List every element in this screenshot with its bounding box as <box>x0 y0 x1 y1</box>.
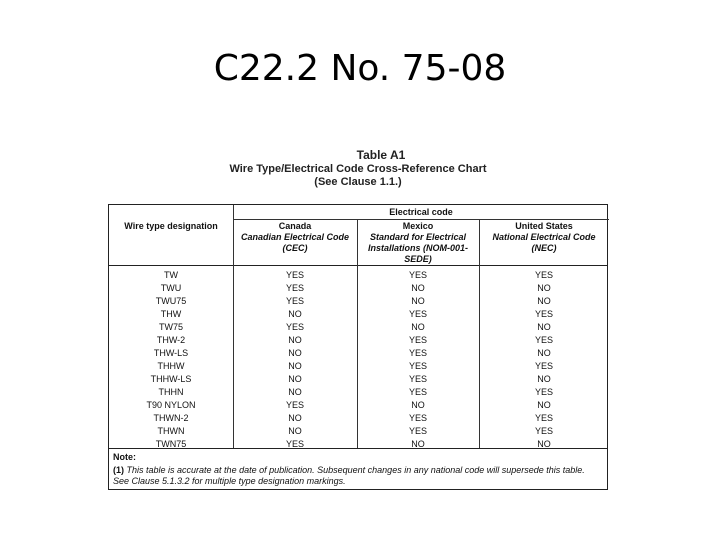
mexico-code: Standard for Electrical <box>369 232 467 242</box>
canada-cell: YES <box>285 270 304 280</box>
table-caption <box>108 148 608 188</box>
table-row <box>109 347 607 360</box>
note-body-text: This table is accurate at the date of publication. Subsequent changes in any national code will supersede this table. See Clause 5.1.3.2 for multiple type designation markings. <box>113 465 585 486</box>
wire-type-cell: TW75 <box>158 322 183 332</box>
table-row <box>109 386 607 399</box>
table-row <box>109 399 607 412</box>
wire-type-cell: TWU <box>160 283 182 293</box>
table-head <box>109 205 607 266</box>
usa-country: United States <box>515 221 573 231</box>
table-row <box>109 412 607 425</box>
canada-cell: NO <box>288 374 302 384</box>
usa-cell: YES <box>534 309 553 319</box>
electrical-code-header: Electrical code <box>389 207 453 217</box>
table-row <box>109 334 607 347</box>
wire-type-cell: THWN <box>157 426 185 436</box>
wire-type-cell: THWN-2 <box>153 413 189 423</box>
mexico-cell: NO <box>411 296 425 306</box>
table-row <box>109 360 607 373</box>
table-note <box>109 448 607 492</box>
wire-type-cell: TWU75 <box>155 296 187 306</box>
table-row <box>109 425 607 438</box>
mexico-abbr: SEDE) <box>404 254 432 264</box>
mexico-cell: NO <box>411 322 425 332</box>
usa-cell: YES <box>534 426 553 436</box>
wire-type-cell: TWN75 <box>155 439 187 449</box>
canada-cell: YES <box>285 322 304 332</box>
usa-cell: NO <box>537 296 551 306</box>
wire-type-cell: THHW <box>157 361 185 371</box>
usa-cell: NO <box>537 400 551 410</box>
mexico-cell: YES <box>408 270 427 280</box>
usa-cell: NO <box>537 439 551 449</box>
note-text <box>113 465 603 487</box>
canada-cell: NO <box>288 413 302 423</box>
wire-type-cell: THHN <box>158 387 184 397</box>
table-row <box>109 295 607 308</box>
cross-reference-table <box>108 204 608 490</box>
usa-cell: YES <box>534 387 553 397</box>
wire-type-column-header: Wire type designation <box>124 221 218 231</box>
usa-cell: NO <box>537 374 551 384</box>
table-row <box>109 269 607 282</box>
canada-cell: NO <box>288 361 302 371</box>
usa-column-header <box>479 221 609 254</box>
mexico-country: Mexico <box>402 221 434 231</box>
table-title: Wire Type/Electrical Code Cross-Reference Chart <box>229 163 487 175</box>
mexico-cell: NO <box>411 283 425 293</box>
mexico-cell: YES <box>408 335 427 345</box>
canada-cell: YES <box>285 283 304 293</box>
mexico-cell: YES <box>408 426 427 436</box>
slide-title: C22.2 No. 75-08 <box>213 48 507 89</box>
usa-cell: YES <box>534 413 553 423</box>
wire-type-cell: TW <box>164 270 178 280</box>
wire-type-cell: THHW-LS <box>150 374 192 384</box>
canada-country: Canada <box>278 221 312 231</box>
wire-type-cell: THW-LS <box>153 348 189 358</box>
mexico-cell: YES <box>408 387 427 397</box>
wire-type-cell: T90 NYLON <box>146 400 196 410</box>
usa-abbr: (NEC) <box>531 243 557 253</box>
table-row <box>109 373 607 386</box>
canada-cell: NO <box>288 348 302 358</box>
mexico-cell: YES <box>408 413 427 423</box>
note-number: (1) <box>113 465 124 475</box>
mexico-cell: YES <box>408 361 427 371</box>
canada-cell: NO <box>288 387 302 397</box>
canada-cell: YES <box>285 296 304 306</box>
canada-cell: NO <box>288 426 302 436</box>
usa-cell: YES <box>534 270 553 280</box>
wire-type-cell: THW <box>160 309 182 319</box>
usa-code: National Electrical Code <box>492 232 596 242</box>
mexico-code-2: Installations (NOM-001- <box>367 243 468 253</box>
usa-cell: NO <box>537 322 551 332</box>
canada-cell: NO <box>288 309 302 319</box>
canada-code: Canadian Electrical Code <box>240 232 350 242</box>
usa-cell: NO <box>537 283 551 293</box>
mexico-column-header <box>357 221 479 265</box>
mexico-cell: YES <box>408 374 427 384</box>
table-number: Table A1 <box>356 148 406 162</box>
usa-cell: YES <box>534 361 553 371</box>
usa-cell: NO <box>537 348 551 358</box>
mexico-cell: NO <box>411 439 425 449</box>
usa-cell: YES <box>534 335 553 345</box>
canada-cell: NO <box>288 335 302 345</box>
mexico-cell: YES <box>408 348 427 358</box>
wire-type-cell: THW-2 <box>156 335 186 345</box>
header-divider <box>233 219 609 220</box>
mexico-cell: NO <box>411 400 425 410</box>
canada-abbr: (CEC) <box>282 243 308 253</box>
table-see-clause: (See Clause 1.1.) <box>314 176 402 188</box>
canada-cell: YES <box>285 439 304 449</box>
mexico-cell: YES <box>408 309 427 319</box>
canada-column-header <box>233 221 357 254</box>
table-row <box>109 321 607 334</box>
table-row <box>109 308 607 321</box>
canada-cell: YES <box>285 400 304 410</box>
table-row <box>109 282 607 295</box>
note-heading: Note: <box>113 452 136 462</box>
